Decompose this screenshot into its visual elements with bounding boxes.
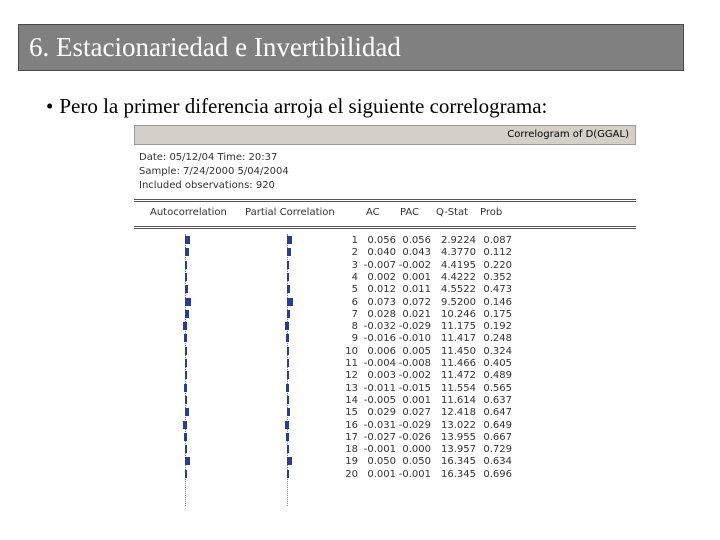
pac-bar <box>286 433 289 441</box>
prob-cell: 0.146 <box>483 296 512 308</box>
top-rule <box>134 199 636 200</box>
table-row <box>134 444 636 455</box>
correlogram-title: Correlogram of D(GGAL) <box>507 129 629 140</box>
table-row <box>134 247 636 258</box>
table-row <box>134 309 636 320</box>
prob-cell: 0.087 <box>483 235 512 246</box>
table-row <box>134 260 636 271</box>
lag-cell: 18 <box>345 444 358 456</box>
lag-cell: 4 <box>351 271 358 283</box>
lag-cell: 5 <box>351 284 358 296</box>
prob-cell: 0.248 <box>483 333 512 345</box>
ac-cell: -0.004 <box>363 358 396 369</box>
table-row <box>134 284 636 295</box>
bullet-dot: • <box>46 94 54 118</box>
lag-cell: 13 <box>345 382 358 394</box>
ac-cell: 0.012 <box>367 284 396 296</box>
pac-bar <box>287 248 291 256</box>
prob-cell: 0.637 <box>483 394 512 406</box>
prob-cell: 0.565 <box>483 382 512 394</box>
table-row <box>134 469 636 480</box>
correlogram-header <box>134 125 636 145</box>
lag-cell: 11 <box>345 358 358 369</box>
lag-cell: 17 <box>345 431 358 443</box>
lag-cell: 10 <box>345 345 358 357</box>
pac-cell: 0.001 <box>402 394 431 406</box>
q-stat-cell: 11.175 <box>441 321 476 333</box>
q-stat-cell: 11.417 <box>441 333 476 345</box>
q-stat-cell: 4.5522 <box>441 284 476 296</box>
ac-cell: 0.002 <box>367 271 396 283</box>
prob-cell: 0.634 <box>483 456 512 468</box>
q-stat-cell: 11.554 <box>441 382 476 394</box>
table-row <box>134 420 636 431</box>
ac-bar <box>185 371 187 379</box>
ac-cell: -0.016 <box>363 333 396 345</box>
pac-bar <box>287 470 289 478</box>
col-ac: AC <box>366 207 380 218</box>
pac-cell: 0.001 <box>402 271 431 283</box>
prob-cell: 0.696 <box>483 468 512 480</box>
pac-bar <box>287 261 289 269</box>
ac-cell: -0.007 <box>363 259 396 271</box>
q-stat-cell: 4.3770 <box>441 247 476 259</box>
pac-cell: -0.029 <box>398 419 431 431</box>
prob-cell: 0.649 <box>483 419 512 431</box>
table-row <box>134 297 636 308</box>
pac-cell: 0.043 <box>402 247 431 259</box>
prob-cell: 0.405 <box>483 358 512 369</box>
ac-cell: 0.001 <box>367 468 396 480</box>
meta-sample: Sample: 7/24/2000 5/04/2004 <box>139 166 289 177</box>
pac-cell: 0.005 <box>402 345 431 357</box>
q-stat-cell: 9.5200 <box>441 296 476 308</box>
pac-cell: 0.011 <box>402 284 431 296</box>
pac-cell: 0.072 <box>402 296 431 308</box>
q-stat-cell: 16.345 <box>441 468 476 480</box>
ac-bar <box>185 285 188 293</box>
q-stat-cell: 4.4195 <box>441 259 476 271</box>
lag-cell: 16 <box>345 419 358 431</box>
q-stat-cell: 13.022 <box>441 419 476 431</box>
table-row <box>134 383 636 394</box>
header-rule <box>134 226 636 227</box>
prob-cell: 0.647 <box>483 407 512 419</box>
ac-bar <box>185 261 187 269</box>
ac-bar <box>185 273 187 281</box>
lag-cell: 8 <box>351 321 358 333</box>
ac-cell: -0.001 <box>363 444 396 456</box>
q-stat-cell: 2.9224 <box>441 235 476 246</box>
bullet-text: Pero la primer diferencia arroja el siguiente correlograma: <box>59 94 548 118</box>
pac-cell: -0.015 <box>398 382 431 394</box>
prob-cell: 0.667 <box>483 431 512 443</box>
table-row <box>134 432 636 443</box>
ac-bar <box>185 298 191 306</box>
ac-cell: -0.032 <box>363 321 396 333</box>
pac-cell: 0.000 <box>402 444 431 456</box>
ac-cell: 0.029 <box>367 407 396 419</box>
lag-cell: 3 <box>351 259 358 271</box>
pac-bar <box>287 347 289 355</box>
col-autocorrelation: Autocorrelation <box>150 207 227 218</box>
pac-cell: 0.056 <box>402 235 431 246</box>
pac-cell: 0.027 <box>402 407 431 419</box>
prob-cell: 0.175 <box>483 308 512 320</box>
ac-bar <box>185 445 187 453</box>
bullet-item <box>46 94 547 119</box>
prob-cell: 0.324 <box>483 345 512 357</box>
lag-cell: 14 <box>345 394 358 406</box>
pac-bar <box>287 273 289 281</box>
pac-cell: -0.002 <box>398 259 431 271</box>
pac-cell: -0.010 <box>398 333 431 345</box>
ac-bar <box>183 421 187 429</box>
prob-cell: 0.729 <box>483 444 512 456</box>
col-q-stat: Q-Stat <box>436 207 469 218</box>
pac-cell: 0.050 <box>402 456 431 468</box>
pac-bar <box>287 285 290 293</box>
q-stat-cell: 11.472 <box>441 370 476 382</box>
lag-cell: 2 <box>351 247 358 259</box>
table-row <box>134 358 636 369</box>
pac-bar <box>286 384 289 392</box>
pac-bar <box>287 371 289 379</box>
q-stat-cell: 11.450 <box>441 345 476 357</box>
pac-cell: -0.008 <box>398 358 431 369</box>
lag-cell: 20 <box>345 468 358 480</box>
ac-bar <box>185 408 189 416</box>
lag-cell: 1 <box>351 235 358 246</box>
pac-cell: -0.002 <box>398 370 431 382</box>
ac-bar <box>185 248 189 256</box>
ac-bar <box>185 396 187 404</box>
ac-bar <box>184 384 187 392</box>
ac-cell: 0.006 <box>367 345 396 357</box>
ac-cell: 0.050 <box>367 456 396 468</box>
pac-bar <box>285 421 289 429</box>
pac-bar <box>287 359 289 367</box>
table-row <box>134 370 636 381</box>
col-partial-correlation: Partial Correlation <box>245 207 335 218</box>
ac-bar <box>185 359 187 367</box>
q-stat-cell: 13.955 <box>441 431 476 443</box>
table-row <box>134 407 636 418</box>
prob-cell: 0.112 <box>483 247 512 259</box>
q-stat-cell: 4.4222 <box>441 271 476 283</box>
meta-date-time: Date: 05/12/04 Time: 20:37 <box>139 152 278 163</box>
ac-cell: -0.031 <box>363 419 396 431</box>
slide-title-bar <box>18 24 684 71</box>
ac-cell: 0.040 <box>367 247 396 259</box>
q-stat-cell: 10.246 <box>441 308 476 320</box>
pac-cell: -0.001 <box>398 468 431 480</box>
lag-cell: 7 <box>351 308 358 320</box>
lag-cell: 6 <box>351 296 358 308</box>
q-stat-cell: 13.957 <box>441 444 476 456</box>
pac-bar <box>285 322 289 330</box>
table-row <box>134 395 636 406</box>
lag-cell: 19 <box>345 456 358 468</box>
q-stat-cell: 11.614 <box>441 394 476 406</box>
table-row <box>134 235 636 246</box>
ac-bar <box>185 347 187 355</box>
ac-bar <box>184 334 187 342</box>
table-row <box>134 321 636 332</box>
pac-bar <box>286 334 289 342</box>
q-stat-cell: 12.418 <box>441 407 476 419</box>
pac-bar <box>287 457 292 465</box>
pac-bar <box>287 310 290 318</box>
lag-cell: 9 <box>351 333 358 345</box>
lag-cell: 15 <box>345 407 358 419</box>
pac-cell: 0.021 <box>402 308 431 320</box>
ac-cell: 0.073 <box>367 296 396 308</box>
q-stat-cell: 16.345 <box>441 456 476 468</box>
ac-bar <box>184 433 187 441</box>
top-rule-double <box>134 201 636 202</box>
pac-bar <box>287 298 293 306</box>
ac-cell: -0.011 <box>363 382 396 394</box>
ac-bar <box>185 310 189 318</box>
ac-bar <box>185 457 190 465</box>
pac-cell: -0.026 <box>398 431 431 443</box>
ac-cell: 0.056 <box>367 235 396 246</box>
table-row <box>134 456 636 467</box>
ac-bar <box>185 470 187 478</box>
col-prob: Prob <box>480 207 503 218</box>
col-pac: PAC <box>400 207 420 218</box>
ac-bar <box>185 236 190 244</box>
pac-bar <box>287 396 289 404</box>
ac-cell: -0.005 <box>363 394 396 406</box>
ac-cell: 0.003 <box>367 370 396 382</box>
prob-cell: 0.473 <box>483 284 512 296</box>
pac-bar <box>287 236 292 244</box>
meta-observations: Included observations: 920 <box>139 180 275 191</box>
lag-cell: 12 <box>345 370 358 382</box>
table-row <box>134 272 636 283</box>
table-row <box>134 346 636 357</box>
pac-cell: -0.029 <box>398 321 431 333</box>
prob-cell: 0.220 <box>483 259 512 271</box>
ac-cell: 0.028 <box>367 308 396 320</box>
pac-bar <box>287 408 290 416</box>
ac-cell: -0.027 <box>363 431 396 443</box>
prob-cell: 0.352 <box>483 271 512 283</box>
slide-title: 6. Estacionariedad e Invertibilidad <box>29 32 401 62</box>
header-rule-double <box>134 228 636 229</box>
prob-cell: 0.192 <box>483 321 512 333</box>
q-stat-cell: 11.466 <box>441 358 476 369</box>
table-row <box>134 333 636 344</box>
pac-bar <box>287 445 289 453</box>
ac-bar <box>183 322 187 330</box>
correlogram-panel <box>134 125 636 506</box>
prob-cell: 0.489 <box>483 370 512 382</box>
